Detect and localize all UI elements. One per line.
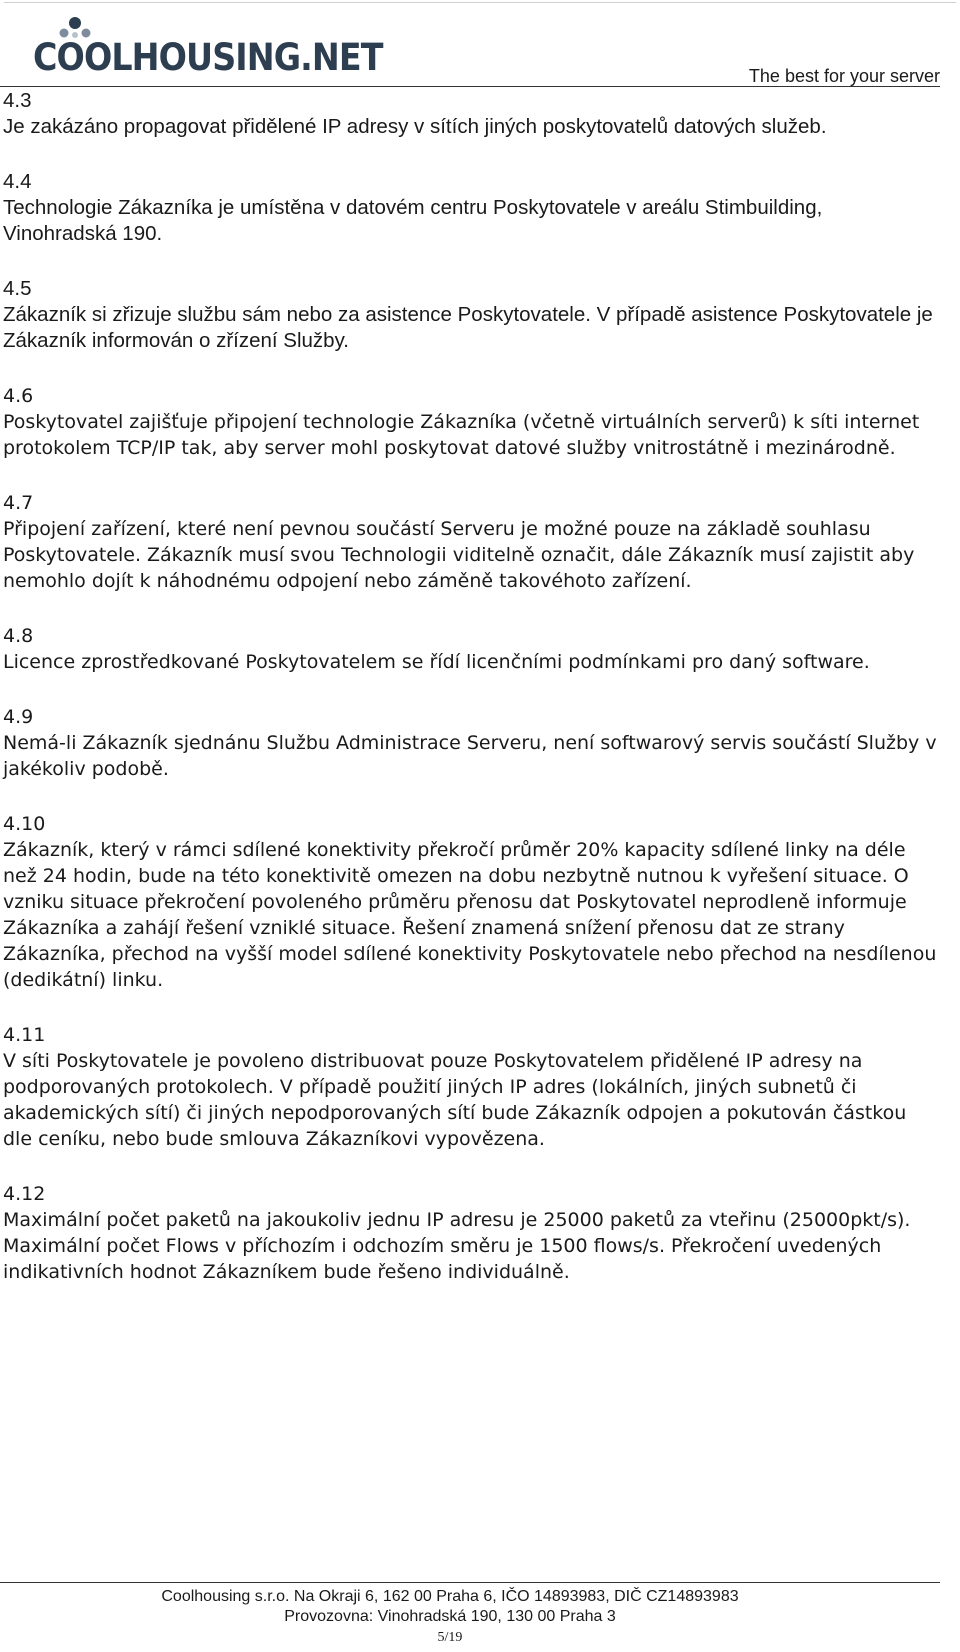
section-number: 4.12 [3,1183,46,1205]
section-text: Maximální počet paketů na jakoukoliv jednu IP adresu je 25000 paketů za vteřinu (25000pkt/s). Maximální počet Flows v příchozím i odchozím směru je 1500 flows/s. Překročení uvedených indikativních hodnot Zákazníkem bude řešeno individuálně. [3,1209,911,1283]
section-number: 4.9 [3,706,34,728]
section-4-12 [3,1181,938,1285]
page-header [0,0,960,90]
footer-office-address: Provozovna: Vinohradská 190, 130 00 Praha 3 [284,1608,616,1625]
section-text: Zákazník, který v rámci sdílené konektivity překročí průměr 20% kapacity sdílené linky na déle než 24 hodin, bude na této konektivitě omezen na dobu nezbytně nutnou k vyřešení situace. O vzniku situace překročení povoleného průměru přenosu dat Poskytovatel neprodleně informuje Zákazníka a zahájí řešení vzniklé situace. Řešení znamená snížení přenosu dat ze strany Zákazníka, přechod na vyšší model sdílené konektivity Poskytovatele nebo přechod na nesdílenou (dedikátní) linku. [3,839,937,991]
section-text: Technologie Zákazníka je umístěna v datovém centru Poskytovatele v areálu Stimbuilding, Vinohradská 190. [3,196,823,245]
section-4-10 [3,811,938,993]
section-text: Je zakázáno propagovat přidělené IP adresy v sítích jiných poskytovatelů datových služeb. [3,115,827,138]
header-rule [0,86,940,87]
section-4-7 [3,490,938,594]
section-number: 4.3 [3,89,32,112]
header-tagline: The best for your server [748,66,940,86]
footer-rule [0,1582,940,1583]
section-text: Zákazník si zřizuje službu sám nebo za asistence Poskytovatele. V případě asistence Poskytovatele je Zákazník informován o zřízení Služby. [3,303,933,352]
section-4-6 [3,383,938,461]
section-number: 4.8 [3,625,34,647]
section-text: Nemá-li Zákazník sjednánu Službu Administrace Serveru, není softwarový servis součástí Služby v jakékoliv podobě. [3,732,937,780]
section-text: Poskytovatel zajišťuje připojení technologie Zákazníka (včetně virtuálních serverů) k síti internet protokolem TCP/IP tak, aby server mohl poskytovat datové služby vnitrostátně i mezinárodně. [3,411,920,459]
section-number: 4.5 [3,277,32,300]
section-4-11 [3,1022,938,1152]
section-text: Licence zprostředkované Poskytovatelem se řídí licenčními podmínkami pro daný software. [3,651,870,673]
document-body [3,88,938,1314]
section-4-4 [3,169,938,247]
section-4-3 [3,88,938,140]
section-4-8 [3,623,938,675]
logo-wordmark: COOLHOUSING.NET [33,36,383,79]
section-text: V síti Poskytovatele je povoleno distribuovat pouze Poskytovatelem přidělené IP adresy na podporovaných protokolech. V případě použití jiných IP adres (lokálních, jiných subnetů či akademických sítí) či jiných nepodporovaných sítí bude Zákazník odpojen a pokutován částkou dle ceníku, nebo bude smlouva Zákazníkovi vypovězena. [3,1050,907,1150]
header-top-border [4,2,956,3]
section-4-5 [3,276,938,354]
section-number: 4.4 [3,170,32,193]
section-number: 4.11 [3,1024,46,1046]
section-number: 4.10 [3,813,46,835]
section-text: Připojení zařízení, které není pevnou součástí Serveru je možné pouze na základě souhlasu Poskytovatele. Zákazník musí svou Technologii viditelně označit, dále Zákazník musí zajistit aby nemohlo dojít k náhodnému odpojení nebo záměně takovéhoto zařízení. [3,518,915,592]
section-number: 4.7 [3,492,34,514]
section-4-9 [3,704,938,782]
page-number: 5/19 [437,1630,463,1645]
footer-company-info: Coolhousing s.r.o. Na Okraji 6, 162 00 Praha 6, IČO 14893983, DIČ CZ14893983 [161,1588,739,1605]
section-number: 4.6 [3,385,34,407]
